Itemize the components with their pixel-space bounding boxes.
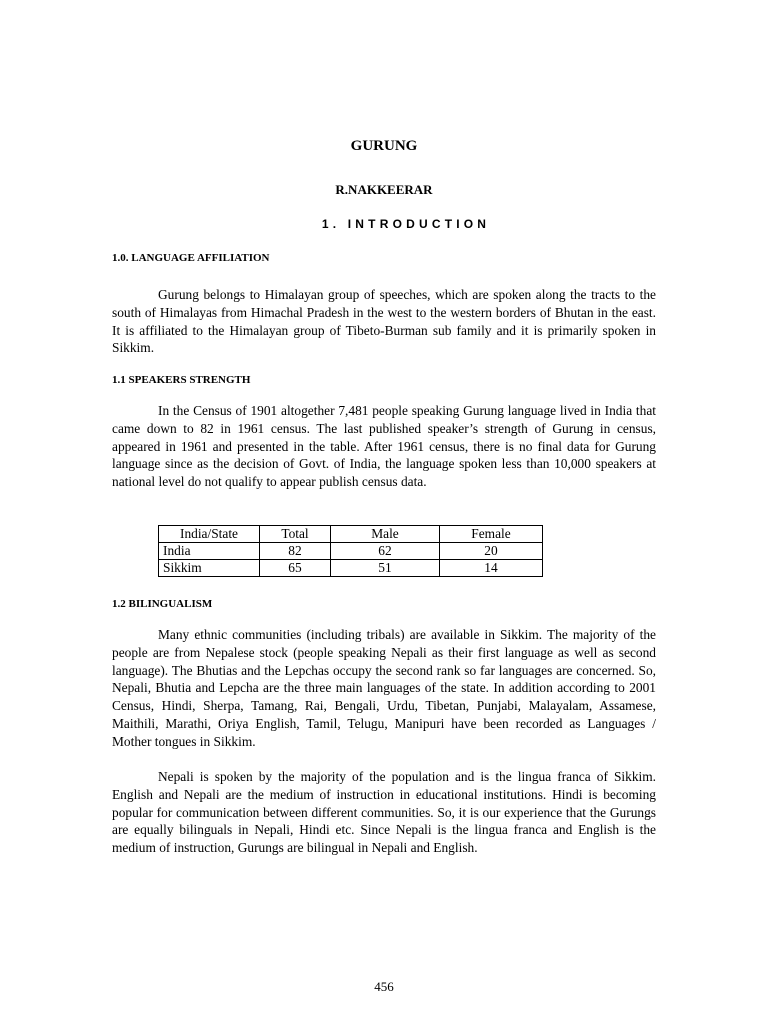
table-cell: 82 — [260, 543, 331, 560]
author-name: R.NAKKEERAR — [335, 182, 433, 197]
paragraph-bilingualism-2: Nepali is spoken by the majority of the population and is the lingua franca of Sikkim. English and Nepali are the medium of instruction in educational institutions. Hindi is becoming popular for communication between different communities. So, it is our experience that the Gurungs are equally bilinguals in Nepali, Hindi etc. Since Nepali is the lingua franca and English is the medium of instruction, Gurungs are bilingual in Nepali and English. — [112, 769, 656, 856]
table-header-row — [159, 526, 543, 543]
table-cell: India — [159, 543, 260, 560]
table-header-cell: Male — [331, 526, 440, 543]
table-cell: 14 — [440, 560, 543, 577]
table-cell: 65 — [260, 560, 331, 577]
table-cell: 51 — [331, 560, 440, 577]
table-header-cell: Total — [260, 526, 331, 543]
page-number: 456 — [374, 979, 394, 994]
section-heading-bilingualism: 1.2 BILINGUALISM — [112, 598, 213, 610]
table-cell: 20 — [440, 543, 543, 560]
paragraph-bilingualism-1: Many ethnic communities (including tribals) are available in Sikkim. The majority of the people are from Nepalese stock (people speaking Nepali as their first language as well as second language). The Bhutias and the Lepchas occupy the second rank so far languages are concerned. So, Nepali, Bhutia and Lepcha are the three main languages of the state. In addition according to 2001 Census, Hindi, Sherpa, Tamang, Rai, Bengali, Urdu, Tibetan, Punjabi, Malayalam, Assamese, Maithili, Marathi, Oriya English, Tamil, Telugu, Manipuri have been recorded as Languages / Mother tongues in Sikkim. — [112, 627, 656, 749]
table-row — [159, 543, 543, 560]
table-header-cell: Female — [440, 526, 543, 543]
page-title: GURUNG — [350, 138, 418, 154]
chapter-heading: 1. INTRODUCTION — [321, 217, 491, 231]
speakers-table — [158, 525, 543, 577]
table-row — [159, 560, 543, 577]
section-heading-affiliation: 1.0. LANGUAGE AFFILIATION — [112, 252, 270, 264]
table-header-cell: India/State — [159, 526, 260, 543]
paragraph-affiliation: Gurung belongs to Himalayan group of speeches, which are spoken along the tracts to the south of Himalayas from Himachal Pradesh in the west to the western borders of Bhutan in the east. It is affiliated to the Himalayan group of Tibeto-Burman sub family and it is primarily spoken in Sikkim. — [112, 287, 656, 356]
table-cell: Sikkim — [159, 560, 260, 577]
table-cell: 62 — [331, 543, 440, 560]
paragraph-speakers: In the Census of 1901 altogether 7,481 people speaking Gurung language lived in India that came down to 82 in 1961 census. The last published speaker’s strength of Gurung in census, appeared in 1961 and presented in the table. After 1961 census, there is no final data for Gurung language since as the decision of Govt. of India, the language spoken less than 10,000 speakers at national level do not qualify to appear publish census data. — [112, 403, 656, 490]
section-heading-speakers: 1.1 SPEAKERS STRENGTH — [112, 374, 251, 386]
